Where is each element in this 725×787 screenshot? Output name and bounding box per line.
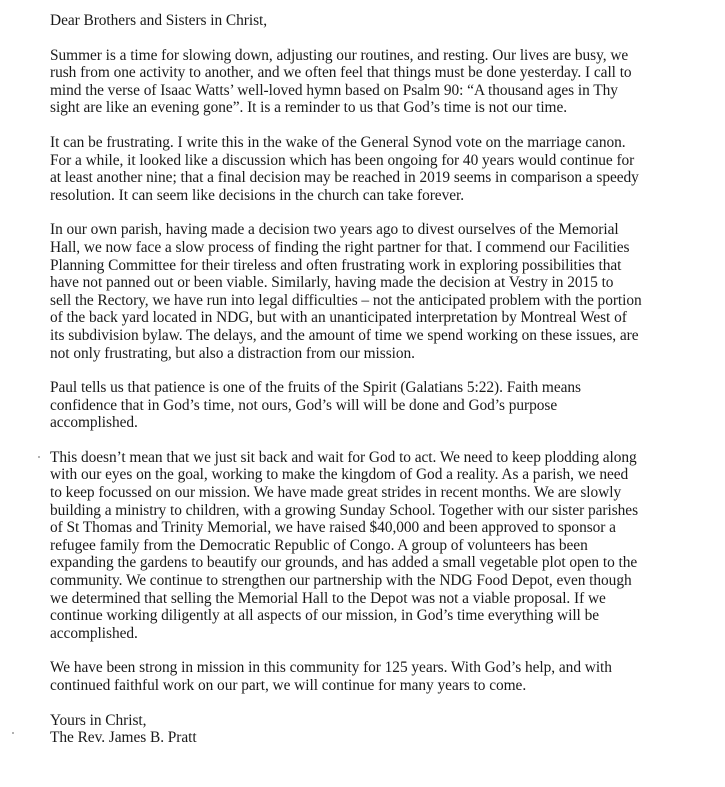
paragraph-frustrating: It can be frustrating. I write this in the wake of the General Synod vote on the marriage canon. For a while, it looked like a discussion which has been ongoing for 40 years would continue for at least another nine; that a final decision may be reached in 2019 seems in comparison a speedy resolution. It can seem like decisions in the church can take forever.: [50, 133, 639, 204]
signature: The Rev. James B. Pratt: [50, 729, 197, 747]
scan-speck-mark: [38, 456, 40, 458]
paragraph-patience: Paul tells us that patience is one of the fruits of the Spirit (Galatians 5:22). Faith means confidence that in God’s time, not ours, God’s will will be done and God’s purpose accomplished.: [50, 379, 581, 432]
paragraph-strong-in-mission: We have been strong in mission in this community for 125 years. With God’s help, and with continued faithful work on our part, we will continue for many years to come.: [50, 659, 612, 694]
salutation: Dear Brothers and Sisters in Christ,: [50, 12, 268, 29]
letter-body: [50, 12, 710, 747]
paragraph-parish: In our own parish, having made a decision two years ago to divest ourselves of the Memorial Hall, we now face a slow process of finding the right partner for that. I commend our Facilities Planning Committee for their tireless and often frustrating work in exploring possibilities that have not panned out or been viable. Similarly, having made the decision at Vestry in 2015 to sell the Rectory, we have run into legal difficulties – not the anticipated problem with the portion of the back yard located in NDG, but with an unanticipated interpretation by Montreal West of its subdivision bylaw. The delays, and the amount of time we spend working on these issues, are not only frustrating, but also a distraction from our mission.: [50, 221, 642, 362]
paragraph-summer: Summer is a time for slowing down, adjusting our routines, and resting. Our lives are busy, we rush from one activity to another, and we often feel that things must be done yesterday. I call to mind the verse of Isaac Watts’ well-loved hymn based on Psalm 90: “A thousand ages in Thy sight are like an evening gone”. It is a reminder to us that God’s time is not our time.: [50, 46, 632, 117]
paragraph-mission: This doesn’t mean that we just sit back and wait for God to act. We need to keep plodding along with our eyes on the goal, working to make the kingdom of God a reality. As a parish, we need to keep focussed on our mission. We have made great strides in recent months. We are slowly building a ministry to children, with a growing Sunday School. Together with our sister parishes of St Thomas and Trinity Memorial, we have raised $40,000 and been approved to sponsor a refugee family from the Democratic Republic of Congo. A group of volunteers has been expanding the gardens to beautify our grounds, and has added a small vegetable plot open to the community. We continue to strengthen our partnership with the NDG Food Depot, even though we determined that selling the Memorial Hall to the Depot was not a viable proposal. If we continue working diligently at all aspects of our mission, in God’s time everything will be accomplished.: [50, 448, 639, 642]
closing: Yours in Christ,: [50, 711, 147, 729]
scan-speck-mark: [12, 732, 14, 734]
